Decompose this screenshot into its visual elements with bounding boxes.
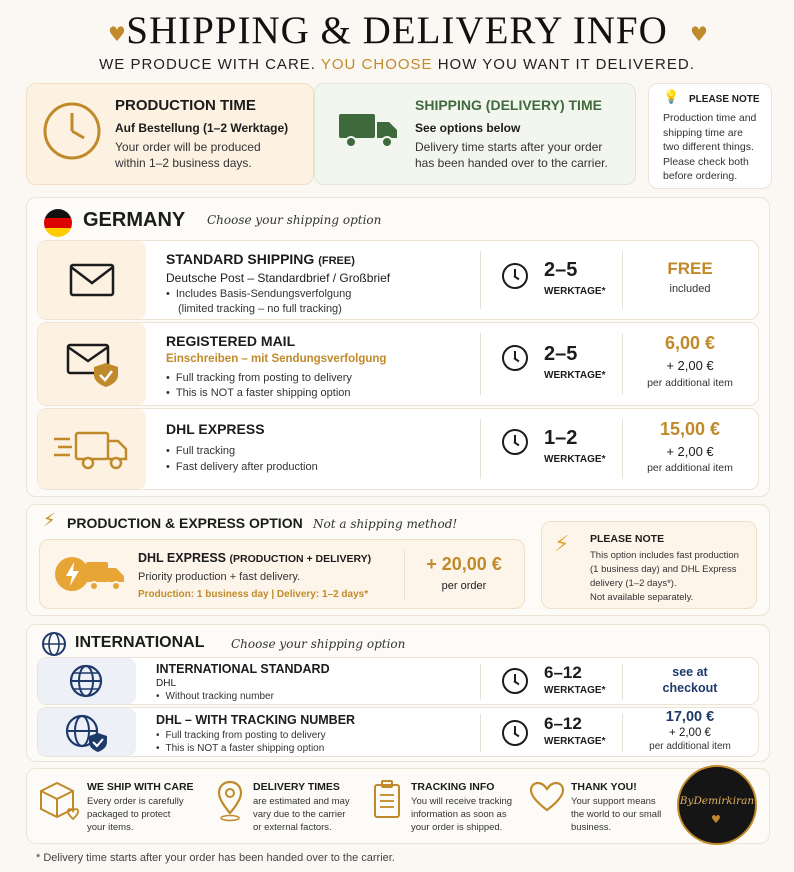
option-title: DHL – WITH TRACKING NUMBER	[156, 713, 356, 727]
subtitle-accent: YOU CHOOSE	[320, 56, 433, 73]
option-title: REGISTERED MAIL	[166, 333, 296, 349]
option-price-1: see at	[672, 665, 708, 679]
option-days: 2–5	[544, 259, 578, 281]
option-bullets	[166, 443, 318, 475]
international-section	[26, 624, 770, 762]
production-time-card	[26, 83, 314, 185]
express-note-text	[590, 549, 739, 605]
bullet: • Full tracking from posting to delivery	[166, 371, 352, 386]
heart-icon: ♥	[711, 813, 721, 826]
express-title-text: DHL EXPRESS	[138, 551, 226, 565]
footnote: * Delivery time starts after your order has been handed over to the carrier.	[36, 852, 395, 864]
clock-icon	[502, 263, 528, 289]
option-days: 2–5	[544, 343, 578, 365]
clock-icon	[502, 429, 528, 455]
option-icon-box	[38, 241, 146, 319]
international-heading: INTERNATIONAL	[75, 634, 205, 651]
express-heading: PRODUCTION & EXPRESS OPTION	[67, 515, 303, 531]
divider	[480, 251, 481, 309]
note-line: Please check both	[663, 155, 749, 168]
option-icon-box	[38, 409, 146, 489]
footer-line: vary due to the carrier	[253, 809, 346, 820]
subtitle-part-2: HOW YOU WANT IT DELIVERED.	[437, 56, 695, 73]
production-sub: Auf Bestellung (1–2 Werktage)	[115, 121, 289, 135]
shipping-desc-2: has been handed over to the carrier.	[415, 156, 608, 170]
note-line: This option includes fast production	[590, 550, 739, 561]
option-extra-sub: per additional item	[649, 741, 731, 752]
option-standard-shipping[interactable]	[37, 240, 759, 320]
note-line: two different things.	[663, 141, 754, 153]
globe-icon	[41, 631, 67, 657]
option-extra-sub: per additional item	[647, 377, 733, 389]
option-days-label: WERKTAGE*	[544, 736, 606, 747]
option-bullets	[156, 691, 274, 702]
clock-icon	[41, 100, 103, 162]
option-dhl-express[interactable]	[37, 408, 759, 490]
divider	[480, 714, 481, 752]
option-price-sub: included	[669, 283, 711, 295]
option-extra: + 2,00 €	[666, 358, 714, 373]
footer-text	[87, 795, 184, 834]
option-bullets	[166, 371, 352, 401]
option-icon-box	[38, 708, 136, 756]
lightning-icon: ⚡	[554, 532, 570, 557]
production-title: PRODUCTION TIME	[115, 97, 256, 114]
note-line: Not available separately.	[590, 592, 694, 603]
option-dhl-tracking[interactable]	[37, 707, 759, 757]
footer-line: business.	[571, 822, 612, 833]
option-bullets	[166, 288, 351, 300]
express-price-sub: per order	[441, 580, 487, 592]
footer-line: You will receive tracking	[411, 796, 513, 807]
option-days: 6–12	[544, 714, 582, 733]
footer-line: packaged to protect	[87, 809, 171, 820]
option-extra: + 2,00 €	[669, 727, 711, 739]
bullet: • This is NOT a faster shipping option	[166, 386, 352, 401]
brand-logo-text: ByDemirkiran	[679, 795, 755, 807]
express-option-card[interactable]	[39, 539, 525, 609]
subtitle-part-1: WE PRODUCE WITH CARE.	[99, 56, 316, 73]
location-pin-icon	[215, 779, 245, 823]
footer-line: are estimated and may	[253, 796, 350, 807]
option-days-label: WERKTAGE*	[544, 454, 606, 465]
express-desc: Priority production + fast delivery.	[138, 571, 301, 583]
note-line: before ordering.	[663, 170, 738, 182]
express-script: Not a shipping method!	[313, 517, 458, 531]
note-line: delivery (1–2 days*).	[590, 578, 677, 589]
footer-text	[571, 795, 661, 834]
option-price: FREE	[667, 259, 713, 278]
option-price: 15,00 €	[659, 419, 721, 439]
option-extra: + 2,00 €	[666, 444, 714, 459]
option-international-standard[interactable]	[37, 657, 759, 705]
express-title	[138, 551, 371, 565]
international-script: Choose your shipping option	[231, 637, 406, 651]
globe-shield-icon	[65, 713, 109, 753]
lightbulb-icon: 💡	[663, 90, 680, 105]
option-title-suffix: (FREE)	[318, 255, 355, 267]
heart-outline-icon	[529, 781, 565, 813]
divider	[480, 419, 481, 479]
divider	[480, 664, 481, 700]
note-line: shipping time are	[663, 126, 743, 139]
option-days-label: WERKTAGE*	[544, 286, 606, 297]
note-line: Production time and	[663, 112, 757, 124]
option-sub: DHL	[156, 678, 177, 689]
express-truck-icon	[54, 554, 130, 594]
note-text	[663, 111, 756, 184]
germany-script: Choose your shipping option	[207, 213, 382, 227]
bullet-continued: (limited tracking – no full tracking)	[178, 303, 342, 315]
envelope-icon	[69, 263, 115, 297]
footer-text	[411, 795, 512, 834]
shipping-title: SHIPPING (DELIVERY) TIME	[415, 97, 602, 113]
page-subtitle	[0, 56, 794, 73]
germany-section	[26, 197, 770, 497]
bullet: • Without tracking number	[156, 691, 274, 702]
page-title: SHIPPING & DELIVERY INFO	[126, 9, 668, 52]
footer-line: Your support means	[571, 796, 656, 807]
option-icon-box	[38, 658, 136, 704]
option-extra-sub: per additional item	[647, 462, 733, 474]
note-title: PLEASE NOTE	[689, 94, 760, 105]
shipping-sub: See options below	[415, 121, 521, 135]
germany-heading: GERMANY	[83, 209, 186, 231]
express-note-title: PLEASE NOTE	[590, 533, 665, 545]
option-price: 17,00 €	[665, 709, 715, 725]
clock-icon	[502, 345, 528, 371]
option-sub: Einschreiben – mit Sendungsverfolgung	[166, 353, 387, 365]
express-section	[26, 504, 770, 616]
bullet: • This is NOT a faster shipping option	[156, 742, 326, 755]
option-title: DHL EXPRESS	[166, 421, 265, 437]
production-desc-2: within 1–2 business days.	[115, 156, 252, 170]
express-price: + 20,00 €	[426, 554, 502, 574]
clock-icon	[502, 720, 528, 746]
option-registered-mail[interactable]	[37, 322, 759, 406]
option-price: 6,00 €	[664, 333, 716, 353]
footer-title: TRACKING INFO	[411, 781, 495, 793]
option-sub: Deutsche Post – Standardbrief / Großbrief	[166, 271, 391, 285]
footer-line: your items.	[87, 822, 134, 833]
heart-icon-right: ♥	[690, 22, 708, 46]
express-detail: Production: 1 business day | Delivery: 1–2 days*	[138, 589, 369, 600]
footer-line: information as soon as	[411, 809, 507, 820]
footer-title: WE SHIP WITH CARE	[87, 781, 194, 793]
footer-line: your order is shipped.	[411, 822, 503, 833]
footer-line: the world to our small	[571, 809, 662, 820]
option-icon-box	[38, 323, 146, 405]
option-bullets	[156, 729, 326, 755]
package-heart-icon	[37, 779, 81, 823]
clipboard-icon	[371, 779, 403, 821]
footer-title: DELIVERY TIMES	[253, 781, 340, 793]
envelope-shield-icon	[66, 343, 124, 389]
option-price-2: checkout	[662, 681, 718, 695]
germany-flag-icon	[43, 208, 73, 238]
express-note-card	[541, 521, 757, 609]
bullet: • Fast delivery after production	[166, 459, 318, 475]
option-title	[166, 251, 355, 267]
option-title-text: STANDARD SHIPPING	[166, 251, 315, 267]
footer-text	[253, 795, 350, 834]
please-note-card	[648, 83, 772, 189]
shipping-desc-1: Delivery time starts after your order	[415, 140, 603, 154]
footer-info-section	[26, 768, 770, 844]
bullet: • Includes Basis-Sendungsverfolgung	[166, 288, 351, 300]
heart-icon-left: ♥	[108, 22, 126, 46]
note-line: (1 business day) and DHL Express	[590, 564, 737, 575]
option-days-label: WERKTAGE*	[544, 685, 606, 696]
brand-logo	[677, 765, 757, 845]
option-days: 6–12	[544, 663, 582, 682]
footer-title: THANK YOU!	[571, 781, 637, 793]
lightning-icon: ⚡	[43, 510, 56, 531]
bullet: • Full tracking from posting to delivery	[156, 729, 326, 742]
option-title: INTERNATIONAL STANDARD	[156, 662, 330, 676]
globe-icon	[69, 664, 103, 698]
production-desc-1: Your order will be produced	[115, 140, 261, 154]
footer-line: Every order is carefully	[87, 796, 184, 807]
option-days-label: WERKTAGE*	[544, 370, 606, 381]
divider	[480, 333, 481, 395]
shipping-time-card	[314, 83, 636, 185]
footer-line: or external factors.	[253, 822, 332, 833]
bullet: • Full tracking	[166, 443, 318, 459]
option-days: 1–2	[544, 427, 578, 449]
clock-icon	[502, 668, 528, 694]
express-title-suffix: (PRODUCTION + DELIVERY)	[229, 553, 372, 565]
fast-truck-icon	[52, 429, 132, 473]
truck-icon	[337, 110, 401, 150]
